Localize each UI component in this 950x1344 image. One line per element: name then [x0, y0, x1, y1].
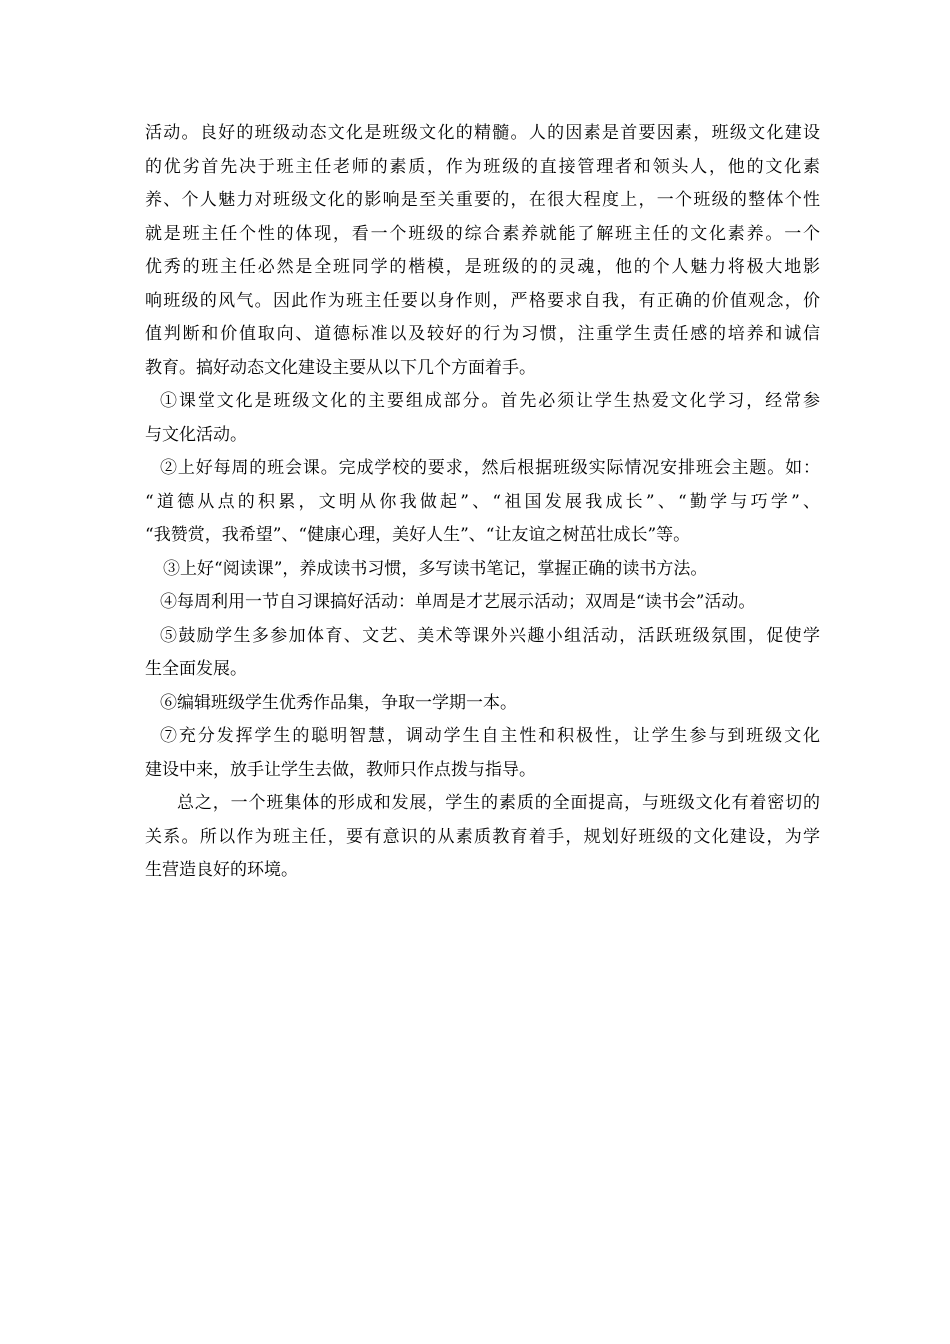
- text-line: 优秀的班主任必然是全班同学的楷模，是班级的的灵魂，他的个人魅力将极大地影: [145, 257, 820, 277]
- text-line: 关系。所以作为班主任，要有意识的从素质教育着手，规划好班级的文化建设，为学: [145, 826, 820, 847]
- conclusion-paragraph: 总之，一个班集体的形成和发展，学生的素质的全面提高，与班级文化有着密切的: [177, 793, 820, 813]
- list-item-4: ④每周利用一节自习课搞好活动：单周是才艺展示活动；双周是“读书会”活动。: [160, 592, 756, 612]
- text-line: 教育。搞好动态文化建设主要从以下几个方面着手。: [145, 357, 536, 378]
- text-line: 生全面发展。: [145, 659, 247, 679]
- list-item-1: ①课堂文化是班级文化的主要组成部分。首先必须让学生热爱文化学习，经常参: [160, 391, 820, 411]
- text-line: 就是班主任个性的体现，看一个班级的综合素养就能了解班主任的文化素养。一个: [145, 223, 820, 244]
- text-line: “我赞赏，我希望”、“健康心理，美好人生”、“让友谊之树茁壮成长”等。: [145, 525, 691, 545]
- text-line: 养、个人魅力对班级文化的影响是至关重要的，在很大程度上，一个班级的整体个性: [145, 190, 820, 210]
- text-line: 建设中来，放手让学生去做，教师只作点拨与指导。: [145, 759, 536, 780]
- list-item-6: ⑥编辑班级学生优秀作品集，争取一学期一本。: [160, 692, 517, 713]
- list-item-7: ⑦充分发挥学生的聪明智慧，调动学生自主性和积极性，让学生参与到班级文化: [160, 726, 820, 746]
- body-text: [145, 117, 820, 888]
- text-line: 的优劣首先决于班主任老师的素质，作为班级的直接管理者和领头人，他的文化素: [145, 156, 820, 177]
- text-line: “道德从点的积累，文明从你我做起”、“祖国发展我成长”、“勤学与巧学”、: [145, 491, 820, 512]
- text-line: 值判断和价值取向、道德标准以及较好的行为习惯，注重学生责任感的培养和诚信: [145, 324, 820, 344]
- text-line: 活动。良好的班级动态文化是班级文化的精髓。人的因素是首要因素，班级文化建设: [145, 123, 820, 143]
- list-item-3: ③上好“阅读课”，养成读书习惯，多写读书笔记，掌握正确的读书方法。: [163, 558, 708, 579]
- text-line: 生营造良好的环境。: [145, 860, 298, 880]
- text-line: 响班级的风气。因此作为班主任要以身作则，严格要求自我，有正确的价值观念，价: [145, 290, 820, 311]
- list-item-5: ⑤鼓励学生多参加体育、文艺、美术等课外兴趣小组活动，活跃班级氛围，促使学: [160, 625, 820, 646]
- list-item-2: ②上好每周的班会课。完成学校的要求，然后根据班级实际情况安排班会主题。如：: [160, 458, 820, 478]
- text-line: 与文化活动。: [145, 424, 247, 445]
